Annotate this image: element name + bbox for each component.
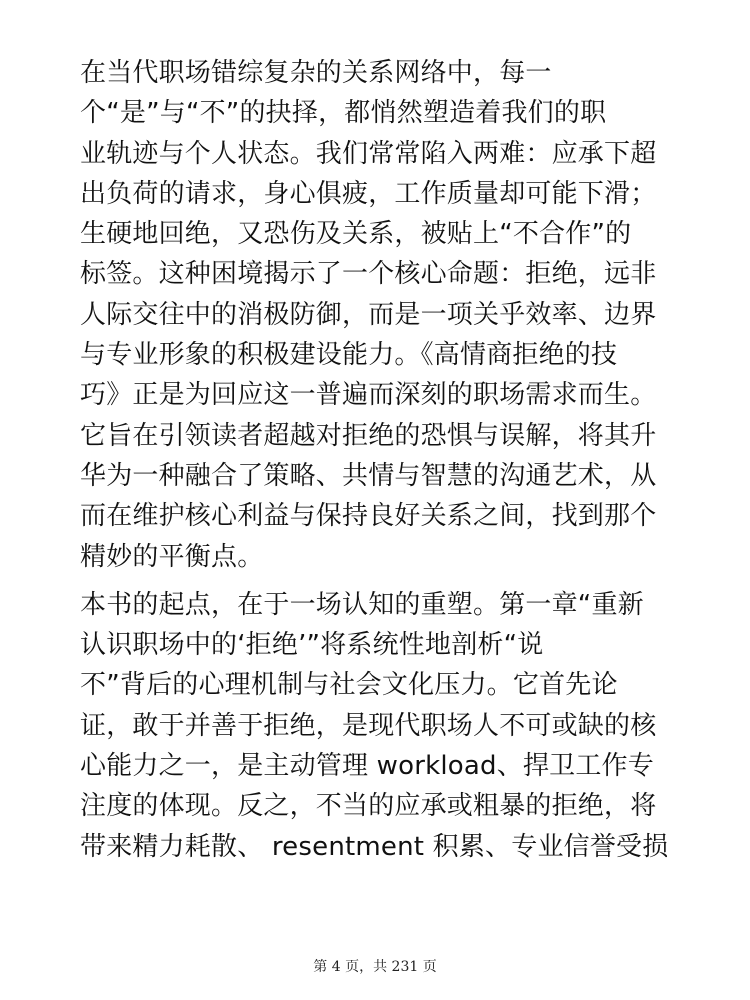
text-line: 生硬地回绝，又恐伤及关系，被贴上“不合作”的 <box>80 219 632 250</box>
text-line: 巧》正是为回应这一普遍而深刻的职场需求而生。 <box>80 380 657 411</box>
text-line: 带来精力耗散、 resentment 积累、专业信誉受损 <box>80 831 669 862</box>
paragraph-1 <box>80 53 680 577</box>
text-line: 它旨在引领读者超越对拒绝的恐惧与误解，将其升 <box>80 420 657 451</box>
text-line: 不”背后的心理机制与社会文化压力。它首先论 <box>80 670 618 701</box>
text-line: 标签。这种困境揭示了一个核心命题：拒绝，远非 <box>80 259 657 290</box>
text-line: 华为一种融合了策略、共情与智慧的沟通艺术，从 <box>80 460 657 491</box>
text-line: 证，敢于并善于拒绝，是现代职场人不可或缺的核 <box>80 710 657 741</box>
text-line: 精妙的平衡点。 <box>80 541 264 572</box>
paragraph-2 <box>80 585 680 867</box>
text-line: 而在维护核心利益与保持良好关系之间，找到那个 <box>80 501 657 532</box>
text-line: 与专业形象的积极建设能力。《高情商拒绝的技 <box>80 340 618 371</box>
page-number-footer: 第 4 页，共 231 页 <box>313 959 437 975</box>
text-line: 认识职场中的‘拒绝’”将系统性地剖析“说 <box>80 630 544 661</box>
text-line: 出负荷的请求，身心俱疲，工作质量却可能下滑； <box>80 178 657 209</box>
text-line: 业轨迹与个人状态。我们常常陷入两难：应承下超 <box>80 138 657 169</box>
text-line: 注度的体现。反之，不当的应承或粗暴的拒绝，将 <box>80 791 657 822</box>
text-line: 人际交往中的消极防御，而是一项关乎效率、边界 <box>80 299 657 330</box>
body-text <box>80 53 680 867</box>
text-line: 个“是”与“不”的抉择，都悄然塑造着我们的职 <box>80 98 607 129</box>
text-line: 本书的起点，在于一场认知的重塑。第一章“重新 <box>80 589 644 620</box>
text-line: 心能力之一，是主动管理 workload、捍卫工作专 <box>80 751 654 782</box>
text-line: 在当代职场错综复杂的关系网络中，每一 <box>80 58 552 88</box>
